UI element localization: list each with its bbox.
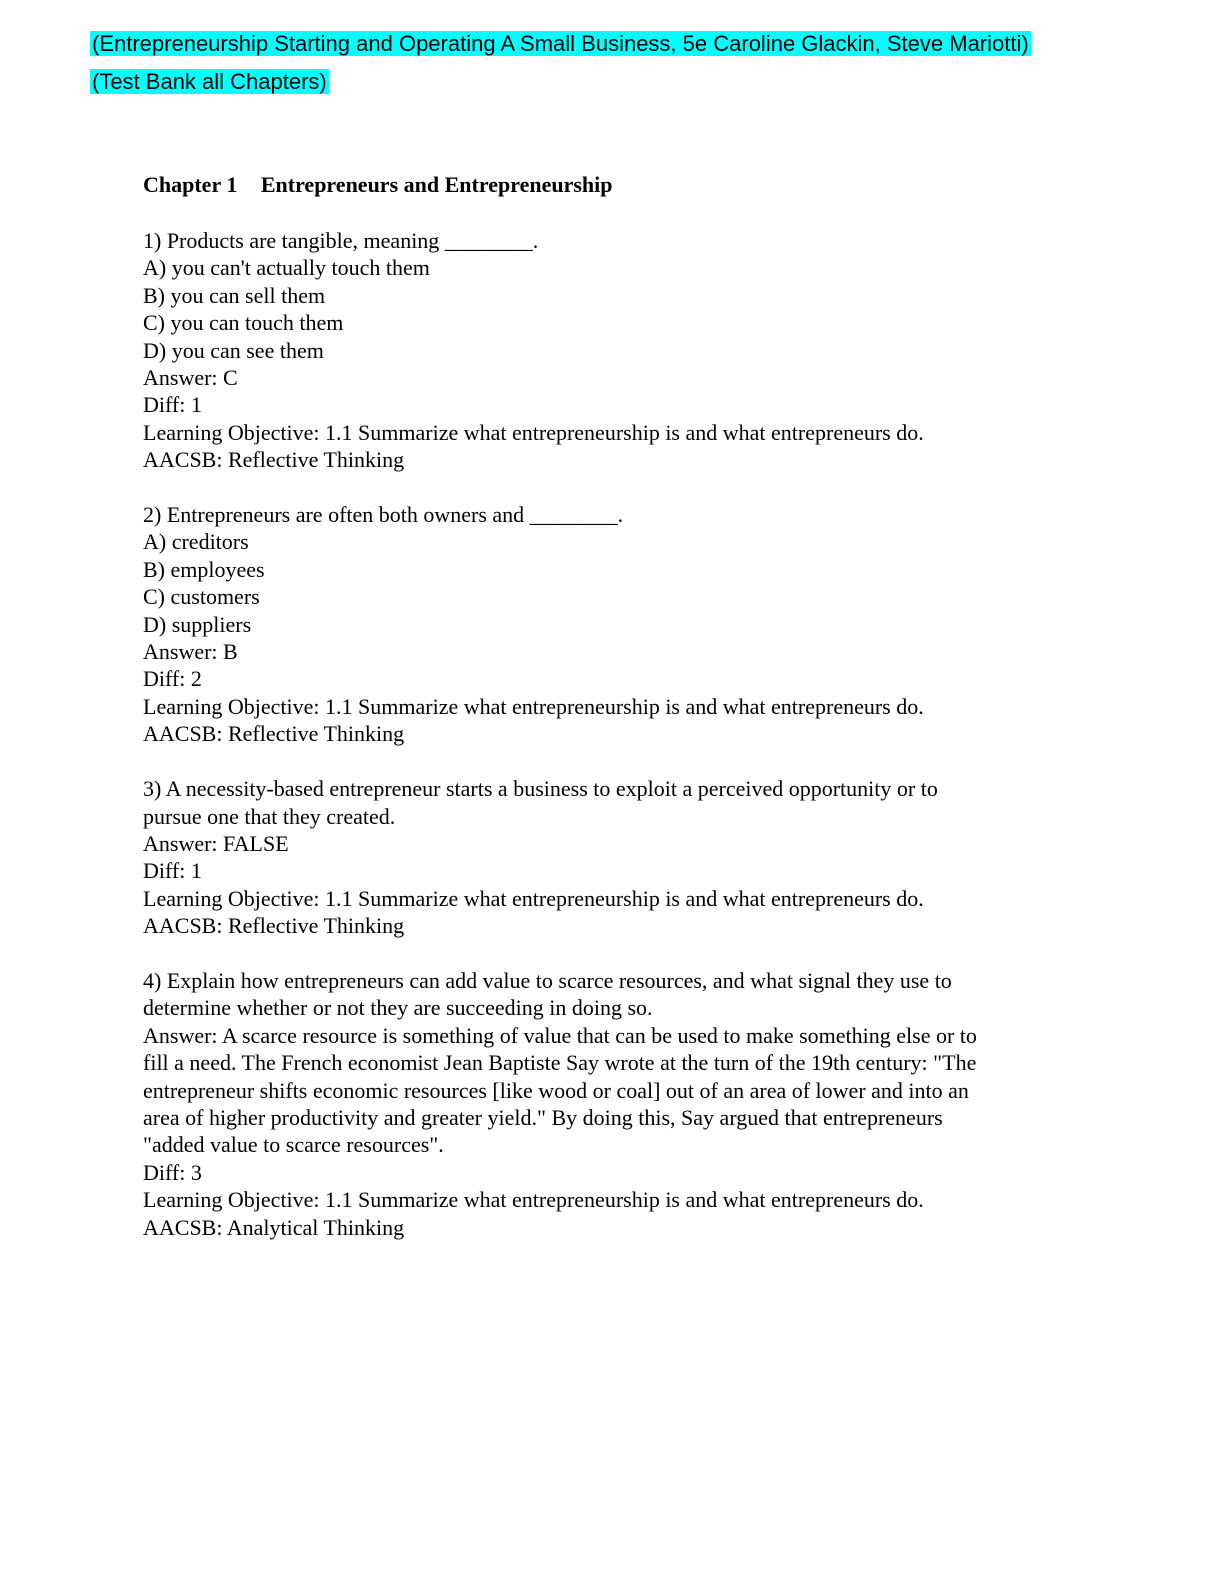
book-title-text: (Entrepreneurship Starting and Operating A Small Business, 5e Caroline Glackin, Steve Mariotti) — [92, 31, 1029, 56]
option-a: A) creditors — [143, 529, 249, 555]
learning-objective: Learning Objective: 1.1 Summarize what entrepreneurship is and what entrepreneurs do. — [143, 885, 924, 911]
difficulty: Diff: 1 — [143, 858, 202, 884]
option-d: D) suppliers — [143, 611, 252, 637]
option-a: A) you can't actually touch them — [143, 255, 430, 281]
aacsb: AACSB: Reflective Thinking — [143, 721, 405, 747]
difficulty: Diff: 1 — [143, 392, 202, 418]
question-stem-line: determine whether or not they are succeeding in doing so. — [143, 995, 653, 1021]
question-2 — [143, 501, 1103, 748]
option-c: C) customers — [143, 584, 260, 610]
chapter-title: Entrepreneurs and Entrepreneurship — [260, 172, 613, 197]
test-bank-header — [90, 68, 329, 96]
chapter-heading — [143, 170, 1103, 200]
answer: Answer: C — [143, 365, 238, 391]
question-stem: 2) Entrepreneurs are often both owners and ________. — [143, 502, 624, 528]
answer: Answer: FALSE — [143, 830, 289, 856]
learning-objective: Learning Objective: 1.1 Summarize what entrepreneurship is and what entrepreneurs do. — [143, 1187, 924, 1213]
question-stem-line: 4) Explain how entrepreneurs can add value to scarce resources, and what signal they use to — [143, 967, 952, 993]
answer-line: fill a need. The French economist Jean Baptiste Say wrote at the turn of the 19th century: "The — [143, 1050, 977, 1076]
aacsb: AACSB: Reflective Thinking — [143, 447, 405, 473]
option-b: B) you can sell them — [143, 282, 326, 308]
answer: Answer: B — [143, 639, 238, 665]
question-stem: 1) Products are tangible, meaning ________. — [143, 228, 539, 253]
difficulty: Diff: 2 — [143, 666, 202, 692]
option-d: D) you can see them — [143, 337, 324, 363]
answer-line: Answer: A scarce resource is something of value that can be used to make something else or to — [143, 1022, 977, 1048]
book-title-header — [90, 30, 1031, 58]
option-c: C) you can touch them — [143, 310, 344, 336]
answer-line: entrepreneur shifts economic resources [like wood or coal] out of an area of lower and into an — [143, 1077, 969, 1103]
document-body — [143, 170, 1103, 1268]
question-1 — [143, 227, 1103, 474]
aacsb: AACSB: Analytical Thinking — [143, 1214, 405, 1240]
answer-line: area of higher productivity and greater yield." By doing this, Say argued that entrepreneurs — [143, 1104, 943, 1130]
chapter-number: Chapter 1 — [143, 172, 238, 197]
question-4 — [143, 967, 1103, 1241]
difficulty: Diff: 3 — [143, 1159, 202, 1185]
question-stem-line: pursue one that they created. — [143, 803, 396, 829]
answer-line: "added value to scarce resources". — [143, 1132, 444, 1158]
aacsb: AACSB: Reflective Thinking — [143, 913, 405, 939]
question-3 — [143, 775, 1103, 939]
option-b: B) employees — [143, 556, 265, 582]
learning-objective: Learning Objective: 1.1 Summarize what entrepreneurship is and what entrepreneurs do. — [143, 419, 924, 445]
question-stem-line: 3) A necessity-based entrepreneur starts a business to exploit a perceived opportunity or to — [143, 776, 938, 802]
learning-objective: Learning Objective: 1.1 Summarize what entrepreneurship is and what entrepreneurs do. — [143, 693, 924, 719]
test-bank-text: (Test Bank all Chapters) — [92, 69, 327, 94]
